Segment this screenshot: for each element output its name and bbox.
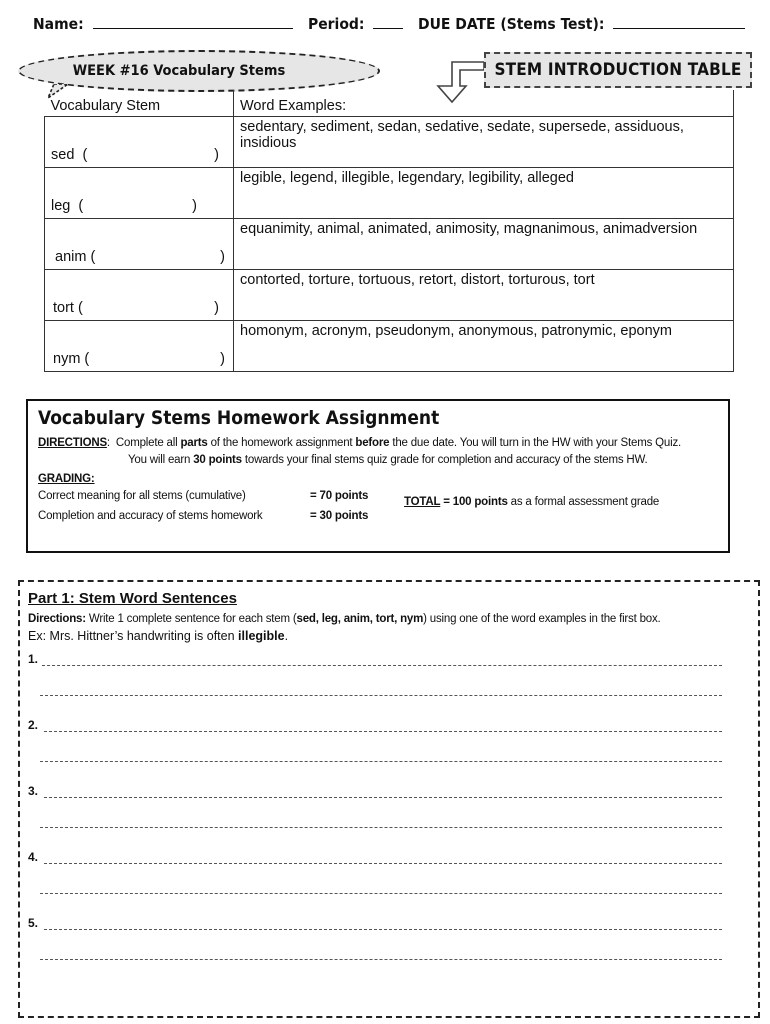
examples-cell: homonym, acronym, pseudonym, anonymous, patronymic, eponym [234, 321, 734, 372]
directions-text: You will earn [128, 454, 191, 466]
stem-name: sed [51, 147, 75, 163]
homework-box [26, 399, 730, 553]
total-suffix: as a formal assessment grade [510, 496, 660, 508]
table-row [45, 219, 734, 270]
grading-total [404, 494, 659, 511]
directions-line-1: DIRECTIONS: Complete all parts of the homework assignment before the due date. You will turn in the HW with your Stems Quiz. [38, 437, 681, 449]
answer-line-4b[interactable] [28, 880, 722, 896]
homework-title: Vocabulary Stems Homework Assignment [38, 407, 440, 429]
period-label-row [308, 14, 403, 33]
name-label-row [33, 14, 293, 33]
example-end: . [284, 629, 289, 643]
directions-bold: before [355, 437, 390, 449]
answer-line-1[interactable] [28, 652, 722, 668]
part1-directions-end: ) using one of the word examples in the first box. [423, 613, 661, 625]
answer-line-2b[interactable] [28, 748, 722, 764]
directions-line-2 [38, 452, 718, 469]
name-label: Name: [33, 15, 84, 33]
grading-row-label: Correct meaning for all stems (cumulative) [38, 490, 246, 502]
due-date-field[interactable] [613, 14, 745, 29]
grading-row-value: = 30 points [310, 510, 369, 522]
answer-line-1b[interactable] [28, 682, 722, 698]
directions-label: DIRECTIONS [38, 437, 107, 449]
period-field[interactable] [373, 14, 403, 29]
answer-line-2[interactable] [28, 718, 722, 734]
part1-directions-stems: sed, leg, anim, tort, nym [296, 613, 424, 625]
week-title: WEEK #16 Vocabulary Stems [72, 63, 286, 79]
directions-text: the due date. You will turn in the HW with your Stems Quiz. [392, 437, 681, 449]
directions-bold: parts [180, 437, 208, 449]
item-number: 5. [28, 916, 39, 930]
stem-name: nym [53, 351, 81, 367]
examples-cell: sedentary, sediment, sedan, sedative, sedate, supersede, assiduous, insidious [234, 117, 734, 168]
answer-line-5[interactable] [28, 916, 722, 932]
answer-line-3b[interactable] [28, 814, 722, 830]
directions-text: towards your final stems quiz grade for completion and accuracy of the stems HW. [244, 454, 648, 466]
due-date-row [418, 14, 745, 33]
examples-cell: legible, legend, illegible, legendary, legibility, alleged [234, 168, 734, 219]
part1-title: Part 1: Stem Word Sentences [28, 590, 237, 607]
total-value: = 100 points [443, 496, 508, 508]
stem-name: leg [51, 198, 71, 214]
table-header-row [45, 90, 734, 117]
grading-row-value: = 70 points [310, 490, 369, 502]
stem-cell: nym ( ) [45, 321, 234, 372]
directions-bold: 30 points [193, 454, 242, 466]
grading-label: GRADING: [38, 473, 95, 485]
item-number: 3. [28, 784, 39, 798]
item-number: 2. [28, 718, 39, 732]
part1-directions-label: Directions: [28, 613, 86, 625]
answer-line-5b[interactable] [28, 946, 722, 962]
table-row [45, 168, 734, 219]
stem-cell: sed ( ) [45, 117, 234, 168]
stem-intro-label: STEM INTRODUCTION TABLE [484, 52, 752, 88]
name-field[interactable] [93, 14, 293, 29]
item-number: 1. [28, 652, 39, 666]
due-date-label: DUE DATE (Stems Test): [418, 15, 605, 33]
stem-cell: leg ( ) [45, 168, 234, 219]
period-label: Period: [308, 15, 365, 33]
grading-row-label: Completion and accuracy of stems homework [38, 510, 263, 522]
total-label: TOTAL [404, 496, 441, 508]
item-number: 4. [28, 850, 39, 864]
col-examples-header: Word Examples: [234, 90, 734, 117]
grading-table [38, 488, 718, 532]
col-stem-header: Vocabulary Stem [45, 90, 234, 117]
answer-line-3[interactable] [28, 784, 722, 800]
directions-text: Complete all [115, 437, 178, 449]
stem-cell: tort ( ) [45, 270, 234, 321]
example-word: illegible [238, 629, 285, 643]
stem-name: anim [55, 249, 87, 265]
directions-text: of the homework assignment [210, 437, 353, 449]
example-prefix: Ex: Mrs. Hittner’s handwriting is often [28, 629, 235, 643]
table-row [45, 321, 734, 372]
stem-table [44, 90, 734, 372]
table-row [45, 117, 734, 168]
stem-cell: anim ( ) [45, 219, 234, 270]
examples-cell: contorted, torture, tortuous, retort, distort, torturous, tort [234, 270, 734, 321]
table-row [45, 270, 734, 321]
part1-box [18, 580, 760, 1018]
examples-cell: equanimity, animal, animated, animosity, magnanimous, animadversion [234, 219, 734, 270]
part1-directions-text: Write 1 complete sentence for each stem ( [88, 613, 297, 625]
answer-line-4[interactable] [28, 850, 722, 866]
part1-example [28, 629, 750, 643]
part1-directions [28, 611, 750, 628]
stem-name: tort [53, 300, 74, 316]
